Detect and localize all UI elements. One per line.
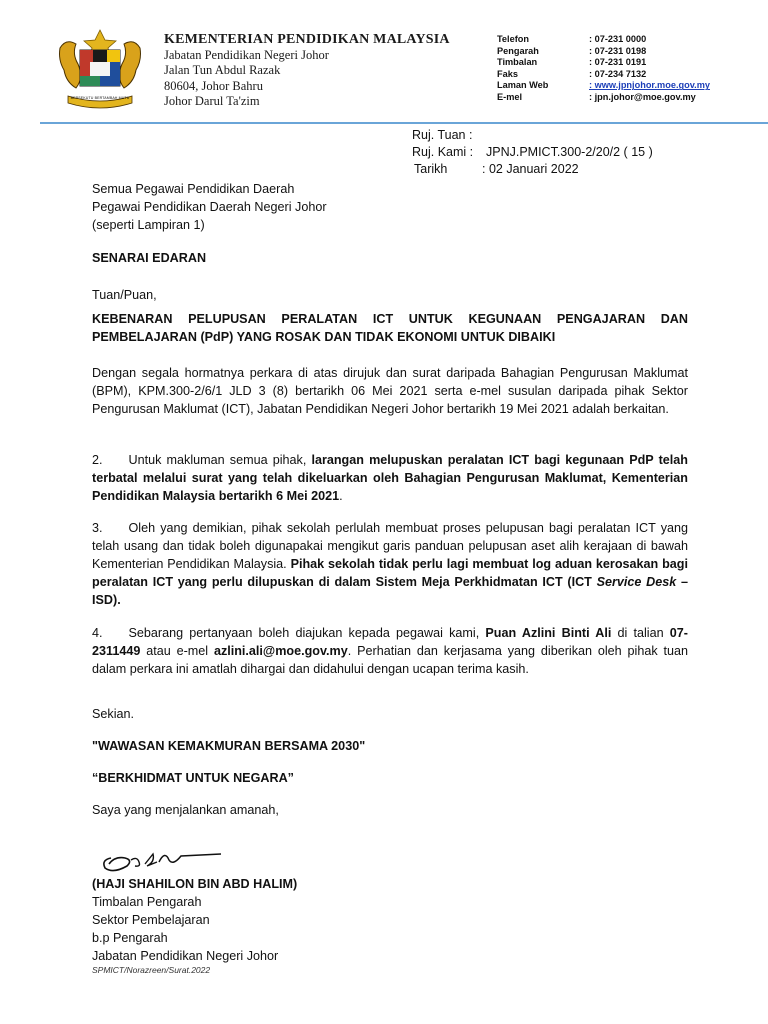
handwritten-signature [97,842,225,876]
officer-phone: 07-2311449 [92,626,688,658]
paragraph-text: . [339,489,343,503]
paragraph-number: 3. [92,521,103,535]
signatory-line: Jabatan Pendidikan Negeri Johor [92,949,279,963]
paragraph-text: Sebarang pertanyaan boleh diajukan kepada pegawai kami, [128,626,486,640]
contact-row [497,69,710,81]
recipient-line: Pegawai Pendidikan Daerah Negeri Johor [92,200,327,214]
ruj-kami-label: Ruj. Kami : [412,145,474,159]
signatory-block [92,875,688,965]
website-link[interactable]: : www.jpnjohor.moe.gov.my [589,80,710,91]
paragraph-text: Untuk makluman semua pihak, [128,453,312,467]
paragraph-bold: – ISD). [92,575,688,607]
paragraph-number: 4. [92,626,103,640]
contact-label: Laman Web [497,80,549,91]
contact-label: Telefon [497,34,529,44]
address-line: Jalan Tun Abdul Razak [164,63,281,77]
crest-motto: BERSEKUTU BERTAMBAH MUTU [70,96,130,100]
contact-row [497,57,710,69]
contact-label: E-mel [497,91,523,102]
contact-label: Faks [497,68,518,79]
slogan-1: "WAWASAN KEMAKMURAN BERSAMA 2030" [92,739,366,753]
tarikh-label: Tarikh [414,162,448,176]
paragraph-number: 2. [92,453,103,467]
paragraph-bold-italic: Service Desk [596,575,677,589]
tarikh-value: : 02 Januari 2022 [482,162,579,176]
paragraph-1: Dengan segala hormatnya perkara di atas dirujuk dan surat daripada Bahagian Pengurusan Maklumat (BPM), KPM.300-2/6/1 JLD 3 (8) bertarikh 06 Mei 2021 serta e-mel susulan daripada pihak Sektor Pengurusan Maklumat (ICT), Jabatan Pendidikan Negeri Johor bertarikh 19 Mei 2021 adalah berkaitan. [92,366,688,416]
contact-email: : jpn.johor@moe.gov.my [589,91,696,102]
ministry-name: KEMENTERIAN PENDIDIKAN MALAYSIA [164,32,450,47]
slogan-2: “BERKHIDMAT UNTUK NEGARA” [92,771,294,785]
paragraph-2 [92,451,688,505]
contact-row [497,46,710,58]
closing: Sekian. [92,707,135,721]
signatory-line: Timbalan Pengarah [92,895,202,909]
paragraph-text: . Perhatian dan kerjasama yang diberikan oleh pihak tuan dalam perkara ini amatlah dihargai dan didahului dengan ucapan terima kasih. [92,644,689,676]
paragraph-3 [92,519,688,609]
paragraph-text: atau e-mel [140,644,214,658]
contact-row [497,80,710,92]
recipient-line: Semua Pegawai Pendidikan Daerah [92,182,295,196]
contact-label: Pengarah [497,45,539,56]
contact-label: Timbalan [497,57,538,68]
letterhead-organization [164,32,450,110]
salutation: Tuan/Puan, [92,288,157,302]
reference-block [412,127,653,178]
paragraph-bold: Pihak sekolah tidak perlu lagi membuat log aduan kerosakan bagi peralatan ICT yang perlu dilupuskan di dalam Sistem Meja Perkhidmatan ICT (ICT [92,557,688,589]
paragraph-text: di talian [611,626,670,640]
address-line: Jabatan Pendidikan Negeri Johor [164,47,329,62]
signatory-line: Sektor Pembelajaran [92,913,210,927]
contact-row [497,92,710,104]
contact-row [497,34,710,46]
contact-value: : 07-231 0000 [589,34,647,44]
signatory-name: (HAJI SHAHILON BIN ABD HALIM) [92,877,298,891]
recipient-block [92,180,688,234]
paragraph-4 [92,624,688,678]
address-line: 80604, Johor Bahru [164,78,263,93]
ruj-kami-value: JPNJ.PMICT.300-2/20/2 ( 15 ) [486,145,653,159]
contact-value: : 07-234 7132 [589,68,647,79]
subject-heading: KEBENARAN PELUPUSAN PERALATAN ICT UNTUK KEGUNAAN PENGAJARAN DAN PEMBELAJARAN (PdP) YANG ROSAK DAN TIDAK EKONOMI UNTUK DIBAIKI [92,312,688,344]
letterhead-divider [40,122,768,124]
contact-value: : 07-231 0198 [589,45,647,56]
paragraph-bold: larangan melupuskan peralatan ICT bagi kegunaan PdP telah terbatal melalui surat yang telah dikeluarkan oleh Bahagian Pengurusan Maklumat, Kementerian Pendidikan Malaysia bertarikh 6 Mei 2021 [92,453,688,503]
ruj-tuan: Ruj. Tuan : [412,128,473,142]
contact-block [497,34,710,104]
signatory-line: b.p Pengarah [92,931,168,945]
officer-email: azlini.ali@moe.gov.my [213,644,348,658]
recipient-line: (seperti Lampiran 1) [92,218,205,232]
contact-value: : 07-231 0191 [589,57,647,68]
distribution-heading: SENARAI EDARAN [92,251,207,265]
address-line: Johor Darul Ta'zim [164,94,260,108]
footer-reference: SPMICT/Norazreen/Surat.2022 [92,965,211,975]
officer-name: Puan Azlini Binti Ali [485,626,612,640]
paragraph-text: Oleh yang demikian, pihak sekolah perlulah membuat proses pelupusan bagi peralatan ICT yang telah usang dan tidak boleh digunapakai mengikut garis panduan pelupusan aset alih kerajaan di bawah Kementerian Pendidikan Malaysia. [92,521,688,571]
sign-off: Saya yang menjalankan amanah, [92,803,279,817]
